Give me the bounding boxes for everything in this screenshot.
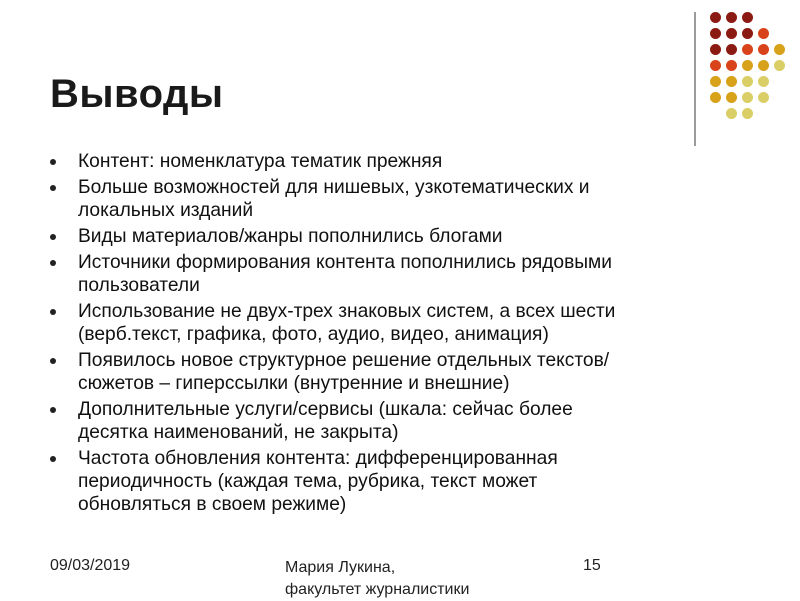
bullet-dot-icon: [50, 234, 56, 240]
bullet-text-line: Появилось новое структурное решение отдельных текстов/: [78, 350, 610, 371]
bullet-item: [50, 251, 740, 297]
bullet-item: [50, 150, 740, 173]
bullet-text-line: пользователи: [78, 275, 200, 296]
decorative-dot: [774, 44, 785, 55]
bullet-dot-icon: [50, 185, 56, 191]
bullet-item: [50, 398, 740, 444]
decorative-dot: [726, 60, 737, 71]
bullet-text-line: Источники формирования контента пополнились рядовыми: [78, 252, 612, 273]
bullet-item: [50, 225, 740, 248]
footer-author-name: Мария Лукина,: [285, 559, 396, 576]
decorative-dot: [726, 92, 737, 103]
decorative-dot: [726, 44, 737, 55]
decorative-dot: [710, 44, 721, 55]
slide-title: Выводы: [50, 72, 224, 116]
bullet-text-line: Дополнительные услуги/сервисы (шкала: сейчас более: [78, 399, 573, 420]
footer-author: [285, 557, 469, 601]
decorative-dot-pattern: [710, 12, 790, 132]
page-number: 15: [583, 557, 601, 574]
decorative-dot: [742, 28, 753, 39]
decorative-dot: [726, 108, 737, 119]
decorative-dot: [710, 28, 721, 39]
decorative-dot: [758, 76, 769, 87]
decorative-dot: [742, 60, 753, 71]
bullet-text-line: Частота обновления контента: дифференцированная: [78, 448, 558, 469]
bullet-item: [50, 349, 740, 395]
bullet-dot-icon: [50, 456, 56, 462]
decorative-dot: [710, 12, 721, 23]
bullet-text-line: Больше возможностей для нишевых, узкотематических и: [78, 177, 590, 198]
bullet-dot-icon: [50, 159, 56, 165]
decorative-dot: [726, 12, 737, 23]
bullet-dot-icon: [50, 309, 56, 315]
bullet-text-line: Использование не двух-трех знаковых систем, а всех шести: [78, 301, 616, 322]
bullet-text-line: обновляться в своем режиме): [78, 494, 347, 515]
bullet-text-line: Контент: номенклатура тематик прежняя: [78, 151, 443, 172]
bullet-item: [50, 176, 740, 222]
decorative-dot: [742, 12, 753, 23]
decorative-dot: [710, 76, 721, 87]
decorative-dot: [742, 92, 753, 103]
bullet-text-line: десятка наименований, не закрыта): [78, 422, 399, 443]
bullet-text-line: периодичность (каждая тема, рубрика, текст может: [78, 471, 538, 492]
decorative-dot: [742, 76, 753, 87]
footer-date: 09/03/2019: [50, 557, 131, 574]
footer-author-faculty: факультет журналистики: [285, 581, 470, 598]
decorative-dot: [742, 108, 753, 119]
bullet-dot-icon: [50, 260, 56, 266]
bullet-text-line: Виды материалов/жанры пополнились блогами: [78, 226, 503, 247]
decorative-dot: [710, 60, 721, 71]
decorative-dot: [742, 44, 753, 55]
bullet-item: [50, 300, 740, 346]
bullet-text-line: локальных изданий: [78, 200, 254, 221]
decorative-dot: [726, 76, 737, 87]
bullet-text-line: (верб.текст, графика, фото, аудио, видео, анимация): [78, 324, 549, 345]
vertical-divider-line: [694, 12, 696, 146]
bullet-dot-icon: [50, 358, 56, 364]
bullet-list: [50, 150, 740, 519]
decorative-dot: [758, 92, 769, 103]
decorative-dot: [758, 44, 769, 55]
decorative-dot: [758, 60, 769, 71]
decorative-dot: [726, 28, 737, 39]
decorative-dot: [774, 60, 785, 71]
decorative-dot: [758, 28, 769, 39]
decorative-dot: [710, 92, 721, 103]
bullet-dot-icon: [50, 407, 56, 413]
bullet-text-line: сюжетов – гиперссылки (внутренние и внешние): [78, 373, 510, 394]
bullet-item: [50, 447, 740, 516]
